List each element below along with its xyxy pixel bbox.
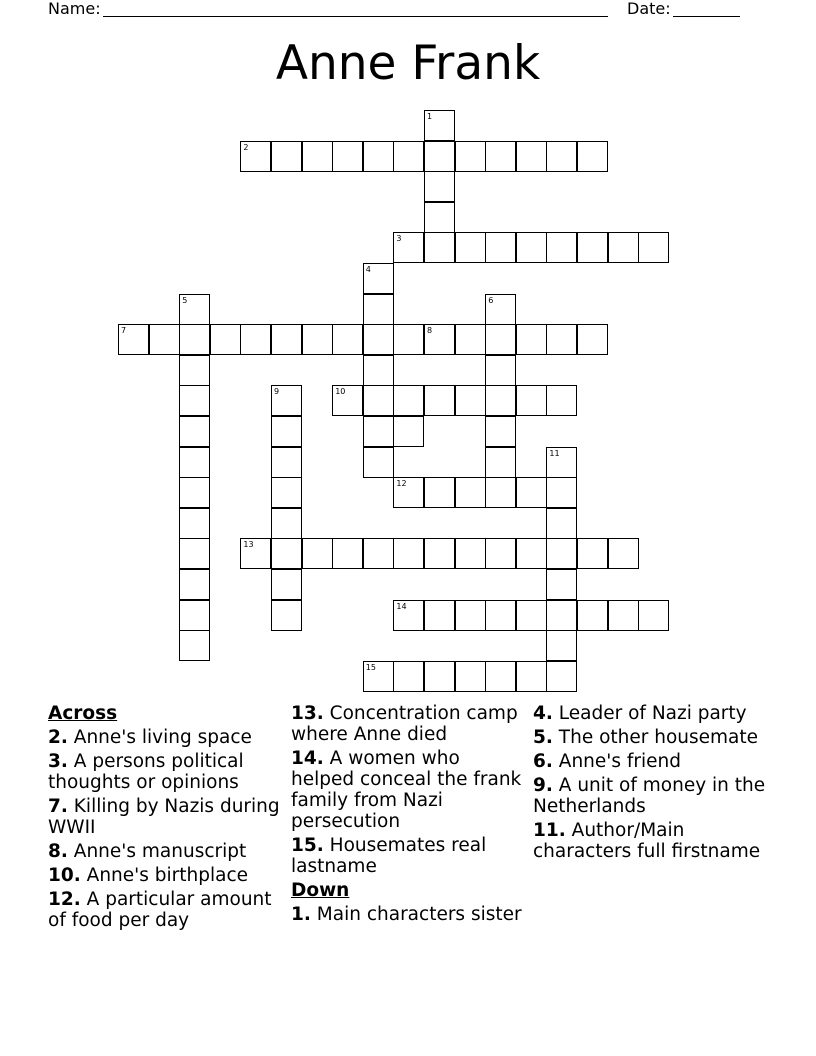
clue-number: 9. — [533, 775, 553, 796]
crossword-cell[interactable] — [302, 538, 333, 569]
crossword-cell[interactable] — [455, 385, 486, 416]
across-heading: Across — [48, 703, 118, 724]
crossword-cell[interactable] — [424, 661, 455, 692]
crossword-cell[interactable] — [363, 141, 394, 172]
crossword-cell[interactable] — [179, 569, 210, 600]
clue-across-10 — [48, 865, 283, 886]
clue-across-13 — [291, 703, 526, 745]
crossword-cell[interactable] — [271, 324, 302, 355]
cell-number: 13 — [243, 540, 254, 550]
crossword-cell[interactable] — [240, 141, 271, 172]
cell-number: 6 — [488, 295, 494, 305]
clue-text: Concentration camp where Anne died — [291, 703, 518, 745]
crossword-cell[interactable] — [455, 232, 486, 263]
crossword-cell[interactable] — [638, 232, 669, 263]
crossword-cell[interactable] — [516, 600, 547, 631]
crossword-cell[interactable] — [424, 477, 455, 508]
clue-number: 4. — [533, 703, 553, 724]
crossword-cell[interactable] — [485, 324, 516, 355]
crossword-cell[interactable] — [516, 232, 547, 263]
crossword-cell[interactable] — [332, 141, 363, 172]
crossword-cell[interactable] — [393, 416, 424, 447]
clue-number: 2. — [48, 727, 68, 748]
clue-text: A unit of money in the Netherlands — [533, 775, 766, 817]
crossword-cell[interactable] — [516, 538, 547, 569]
crossword-cell[interactable] — [363, 416, 394, 447]
crossword-cell[interactable] — [485, 447, 516, 478]
clue-down-1 — [291, 904, 526, 925]
clue-text: Anne's birthplace — [86, 865, 249, 886]
crossword-cell[interactable] — [455, 477, 486, 508]
clue-number: 5. — [533, 727, 553, 748]
crossword-cell[interactable] — [302, 324, 333, 355]
clue-number: 6. — [533, 751, 553, 772]
crossword-cell[interactable] — [546, 447, 577, 478]
crossword-cell[interactable] — [240, 538, 271, 569]
clue-number: 1. — [291, 904, 311, 925]
crossword-cell[interactable] — [363, 355, 394, 386]
clue-number: 14. — [291, 748, 324, 769]
name-label: Name: — [48, 0, 101, 18]
crossword-cell[interactable] — [179, 630, 210, 661]
crossword-cell[interactable] — [363, 385, 394, 416]
clue-across-12 — [48, 889, 283, 931]
clue-across-7 — [48, 796, 283, 838]
cell-number: 10 — [335, 387, 346, 397]
crossword-cell[interactable] — [516, 141, 547, 172]
crossword-cell[interactable] — [179, 600, 210, 631]
crossword-cell[interactable] — [485, 477, 516, 508]
crossword-cell[interactable] — [179, 385, 210, 416]
clue-text: The other housemate — [558, 727, 759, 748]
crossword-cell[interactable] — [546, 232, 577, 263]
crossword-cell[interactable] — [546, 508, 577, 539]
crossword-cell[interactable] — [271, 141, 302, 172]
clue-text: Anne's living space — [73, 727, 252, 748]
clue-text: Author/Main characters full firstname — [533, 820, 761, 862]
crossword-cell[interactable] — [577, 600, 608, 631]
crossword-cell[interactable] — [332, 324, 363, 355]
crossword-cell[interactable] — [210, 324, 241, 355]
down-heading: Down — [291, 880, 350, 901]
crossword-cell[interactable] — [393, 538, 424, 569]
clue-down-11 — [533, 820, 768, 862]
cell-number: 12 — [396, 479, 407, 489]
crossword-cell[interactable] — [393, 385, 424, 416]
crossword-cell[interactable] — [546, 477, 577, 508]
clues-column-1 — [48, 703, 283, 934]
clue-text: Anne's manuscript — [73, 841, 247, 862]
clue-number: 8. — [48, 841, 68, 862]
crossword-cell[interactable] — [271, 600, 302, 631]
clue-text: A women who helped conceal the frank family from Nazi persecution — [291, 748, 522, 832]
crossword-cell[interactable] — [546, 324, 577, 355]
crossword-cell[interactable] — [179, 324, 210, 355]
crossword-cell[interactable] — [149, 324, 180, 355]
cell-number: 5 — [182, 295, 188, 305]
clues-column-2 — [291, 703, 526, 928]
crossword-cell[interactable] — [485, 416, 516, 447]
crossword-cell[interactable] — [424, 171, 455, 202]
crossword-cell[interactable] — [424, 385, 455, 416]
crossword-cell[interactable] — [393, 600, 424, 631]
crossword-cell[interactable] — [271, 416, 302, 447]
cell-number: 3 — [396, 234, 402, 244]
clue-text: Leader of Nazi party — [558, 703, 747, 724]
crossword-cell[interactable] — [424, 324, 455, 355]
crossword-cell[interactable] — [393, 324, 424, 355]
cell-number: 7 — [121, 326, 127, 336]
crossword-cell[interactable] — [363, 263, 394, 294]
crossword-cell[interactable] — [516, 661, 547, 692]
crossword-cell[interactable] — [546, 569, 577, 600]
crossword-cell[interactable] — [608, 600, 639, 631]
cell-number: 4 — [365, 265, 371, 274]
date-label: Date: — [627, 0, 671, 18]
clue-number: 3. — [48, 751, 68, 772]
crossword-cell[interactable] — [608, 232, 639, 263]
crossword-cell[interactable] — [424, 600, 455, 631]
crossword-cell[interactable] — [179, 477, 210, 508]
clue-across-15 — [291, 835, 526, 877]
crossword-cell[interactable] — [485, 355, 516, 386]
crossword-cell[interactable] — [455, 538, 486, 569]
crossword-cell[interactable] — [271, 477, 302, 508]
crossword-cell[interactable] — [485, 661, 516, 692]
crossword-cell[interactable] — [240, 324, 271, 355]
crossword-cell[interactable] — [424, 110, 455, 141]
clue-text: Housemates real lastname — [291, 835, 487, 877]
crossword-cell[interactable] — [393, 477, 424, 508]
crossword-cell[interactable] — [455, 324, 486, 355]
cell-number: 9 — [274, 387, 280, 397]
crossword-cell[interactable] — [271, 538, 302, 569]
crossword-cell[interactable] — [363, 294, 394, 325]
crossword-cell[interactable] — [424, 202, 455, 233]
crossword-cell[interactable] — [179, 355, 210, 386]
crossword-cell[interactable] — [179, 538, 210, 569]
crossword-cell[interactable] — [332, 385, 363, 416]
crossword-cell[interactable] — [363, 447, 394, 478]
crossword-cell[interactable] — [179, 508, 210, 539]
crossword-cell[interactable] — [271, 508, 302, 539]
clue-number: 10. — [48, 865, 81, 886]
clue-across-14 — [291, 748, 526, 832]
crossword-cell[interactable] — [271, 385, 302, 416]
crossword-cell[interactable] — [577, 232, 608, 263]
crossword-cell[interactable] — [179, 294, 210, 325]
clue-number: 15. — [291, 835, 324, 856]
crossword-cell[interactable] — [546, 385, 577, 416]
crossword-cell[interactable] — [516, 385, 547, 416]
crossword-cell[interactable] — [455, 661, 486, 692]
crossword-cell[interactable] — [485, 600, 516, 631]
clue-text: A particular amount of food per day — [48, 889, 272, 931]
crossword-cell[interactable] — [485, 141, 516, 172]
cell-number: 8 — [427, 326, 433, 336]
clue-down-4 — [533, 703, 768, 724]
crossword-cell[interactable] — [424, 232, 455, 263]
clue-number: 12. — [48, 889, 81, 910]
clue-across-3 — [48, 751, 283, 793]
crossword-cell[interactable] — [546, 661, 577, 692]
crossword-cell[interactable] — [546, 141, 577, 172]
crossword-cell[interactable] — [638, 600, 669, 631]
clue-number: 11. — [533, 820, 566, 841]
clue-down-9 — [533, 775, 768, 817]
crossword-cell[interactable] — [424, 538, 455, 569]
cell-number: 14 — [396, 601, 407, 611]
clue-text: Anne's friend — [558, 751, 681, 772]
crossword-cell[interactable] — [485, 538, 516, 569]
crossword-cell[interactable] — [271, 447, 302, 478]
crossword-cell[interactable] — [332, 538, 363, 569]
crossword-cell[interactable] — [577, 141, 608, 172]
crossword-cell[interactable] — [455, 141, 486, 172]
clue-text: Main characters sister — [316, 904, 522, 925]
cell-number: 1 — [427, 112, 433, 121]
crossword-cell[interactable] — [577, 538, 608, 569]
crossword-cell[interactable] — [516, 324, 547, 355]
crossword-cell[interactable] — [608, 538, 639, 569]
crossword-cell[interactable] — [546, 538, 577, 569]
crossword-cell[interactable] — [363, 324, 394, 355]
clue-down-5 — [533, 727, 768, 748]
crossword-cell[interactable] — [118, 324, 149, 355]
clue-number: 13. — [291, 703, 324, 724]
clue-number: 7. — [48, 796, 68, 817]
clue-text: A persons political thoughts or opinions — [48, 751, 244, 793]
crossword-cell[interactable] — [393, 141, 424, 172]
crossword-cell[interactable] — [179, 416, 210, 447]
page-title: Anne Frank — [275, 36, 541, 91]
crossword-cell[interactable] — [485, 385, 516, 416]
crossword-cell[interactable] — [179, 447, 210, 478]
cell-number: 15 — [365, 662, 376, 672]
clue-across-8 — [48, 841, 283, 862]
clues-column-3 — [533, 703, 768, 865]
clue-across-2 — [48, 727, 283, 748]
crossword-cell[interactable] — [485, 294, 516, 325]
crossword-cell[interactable] — [546, 600, 577, 631]
crossword-cell[interactable] — [302, 141, 333, 172]
crossword-cell[interactable] — [577, 324, 608, 355]
cell-number: 2 — [243, 142, 249, 152]
clue-down-6 — [533, 751, 768, 772]
crossword-cell[interactable] — [393, 661, 424, 692]
crossword-cell[interactable] — [516, 477, 547, 508]
crossword-cell[interactable] — [271, 569, 302, 600]
crossword-cell[interactable] — [424, 141, 455, 172]
crossword-cell[interactable] — [485, 232, 516, 263]
clue-text: Killing by Nazis during WWII — [48, 796, 280, 838]
crossword-cell[interactable] — [546, 630, 577, 661]
crossword-cell[interactable] — [393, 232, 424, 263]
crossword-cell[interactable] — [455, 600, 486, 631]
cell-number: 11 — [549, 448, 560, 458]
crossword-cell[interactable] — [363, 661, 394, 692]
crossword-cell[interactable] — [363, 538, 394, 569]
